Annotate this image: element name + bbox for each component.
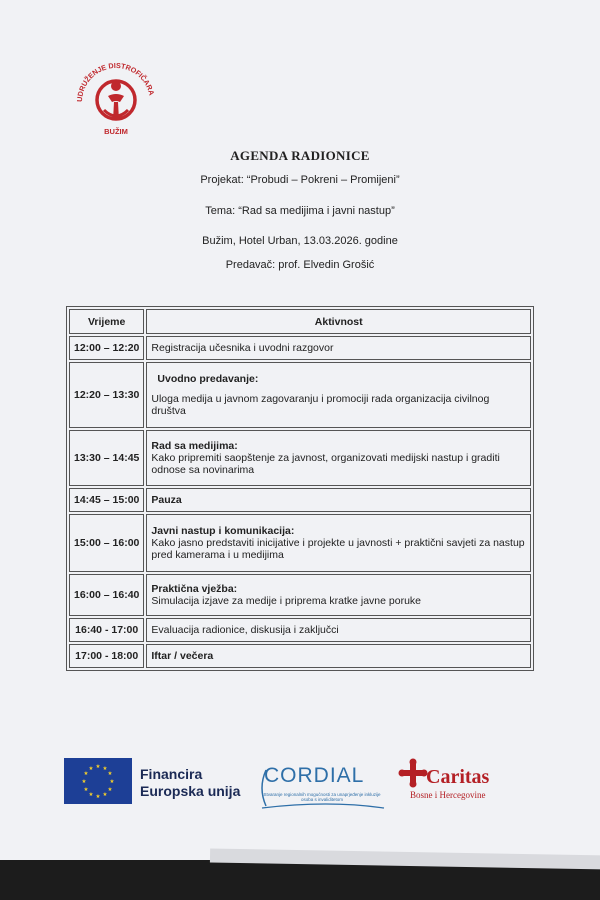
agenda-table (66, 306, 534, 671)
eu-line1: Financira (140, 766, 203, 782)
row-time: 16:00 – 16:40 (69, 574, 144, 616)
svg-text:★: ★ (102, 766, 108, 772)
eu-flag-icon (64, 758, 132, 804)
svg-text:★: ★ (95, 764, 101, 770)
svg-text:★: ★ (109, 779, 115, 785)
row-time: 12:20 – 13:30 (69, 362, 144, 428)
page-title: AGENDA RADIONICE (230, 148, 370, 163)
row-time: 13:30 – 14:45 (69, 430, 144, 486)
row-activity (146, 430, 531, 486)
svg-text:★: ★ (88, 766, 94, 772)
caritas-logo-text: Caritas (426, 766, 490, 788)
caritas-cross-icon (398, 758, 428, 788)
row-time: 16:40 - 17:00 (69, 618, 144, 642)
footer-logos (0, 752, 600, 812)
table-row (69, 644, 531, 668)
row-activity (146, 488, 531, 512)
svg-text:★: ★ (83, 771, 89, 777)
svg-text:★: ★ (88, 792, 94, 798)
logo-text-top: UDRUŽENJE DISTROFIČARA (74, 60, 157, 103)
project-line: Projekat: “Probudi – Pokreni – Promijeni” (200, 174, 400, 186)
organization-logo (68, 58, 164, 138)
svg-text:★: ★ (107, 771, 113, 777)
activity-title: Pauza (151, 494, 182, 506)
row-time: 17:00 - 18:00 (69, 644, 144, 668)
eu-line2: Europska unija (140, 783, 241, 799)
activity-title: Uvodno predavanje: (157, 373, 259, 385)
table-row (69, 430, 531, 486)
svg-text:★: ★ (95, 794, 101, 800)
eu-funding-text (140, 766, 240, 800)
header-activity: Aktivnost (146, 309, 531, 334)
svg-text:★: ★ (107, 787, 113, 793)
cordial-subtitle: Stvaranje regionalnih mogućnosti za unaprjeđenje inkluzije osoba s invaliditetom (263, 792, 381, 802)
caritas-subtitle: Bosne i Hercegovine (410, 790, 486, 800)
row-activity (146, 362, 531, 428)
activity-description: Kako jasno predstaviti inicijative i projekte u javnosti + praktični savjeti za nastup pred kamerama i u medijima (151, 537, 525, 561)
row-activity (146, 336, 531, 360)
location-line: Bužim, Hotel Urban, 13.03.2026. godine (202, 235, 398, 247)
activity-description: Kako pripremiti saopštenje za javnost, organizovati medijski nastup i graditi odnose sa novinarima (151, 452, 500, 476)
row-activity (146, 574, 531, 616)
row-time: 15:00 – 16:00 (69, 514, 144, 572)
svg-text:★: ★ (81, 779, 87, 785)
table-header-row (69, 309, 531, 334)
table-row (69, 488, 531, 512)
cordial-logo-text: CORDIAL (264, 764, 365, 787)
logo-text-bottom: BUŽIM (104, 127, 128, 136)
row-time: 14:45 – 15:00 (69, 488, 144, 512)
lecturer-line: Predavač: prof. Elvedin Grošić (225, 259, 375, 271)
activity-description: Uloga medija u javnom zagovaranju i promociji rada organizacija civilnog društva (151, 393, 490, 417)
activity-text: Registracija učesnika i uvodni razgovor (151, 342, 334, 354)
table-row (69, 574, 531, 616)
row-time: 12:00 – 12:20 (69, 336, 144, 360)
table-row (69, 618, 531, 642)
row-activity (146, 514, 531, 572)
activity-title: Javni nastup i komunikacija: (151, 525, 295, 537)
activity-text: Evaluacija radionice, diskusija i zaključci (151, 624, 339, 636)
activity-title: Praktična vježba: (151, 583, 238, 595)
svg-text:★: ★ (102, 792, 108, 798)
row-activity (146, 644, 531, 668)
table-row (69, 514, 531, 572)
activity-title: Iftar / večera (151, 650, 214, 662)
header-time: Vrijeme (69, 309, 144, 334)
table-row (69, 336, 531, 360)
row-activity (146, 618, 531, 642)
svg-text:★: ★ (83, 787, 89, 793)
table-row (69, 362, 531, 428)
activity-title: Rad sa medijima: (151, 440, 238, 452)
theme-line: Tema: “Rad sa medijima i javni nastup” (205, 205, 395, 217)
activity-description: Simulacija izjave za medije i priprema kratke javne poruke (151, 595, 422, 607)
